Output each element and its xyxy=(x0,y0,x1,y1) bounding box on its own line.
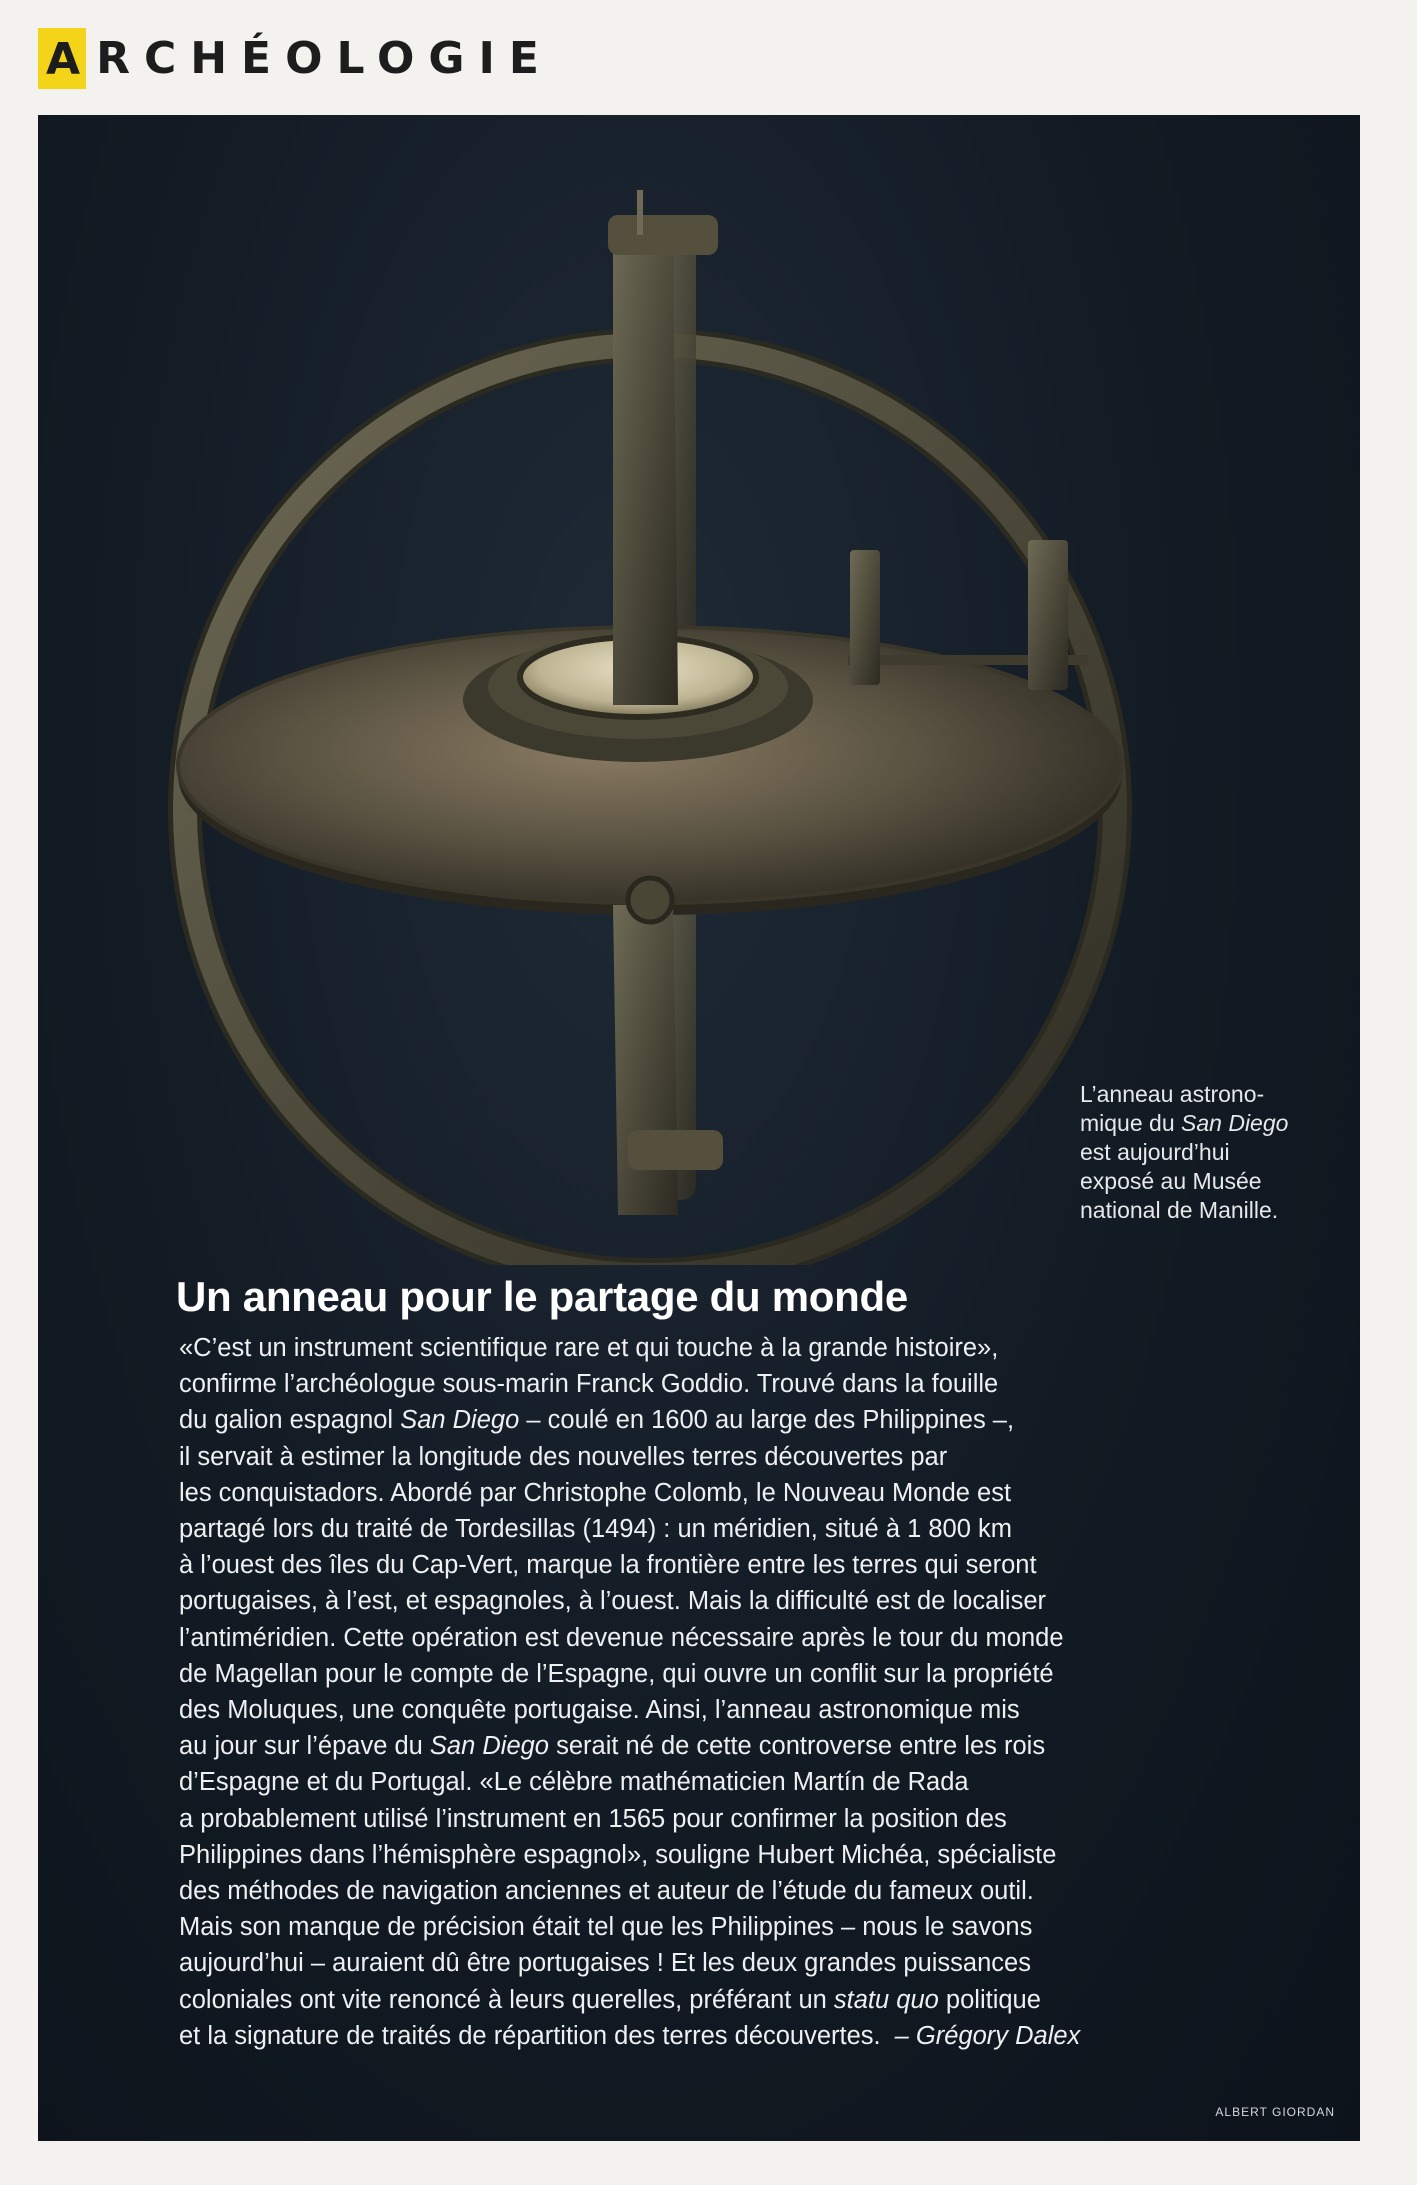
body-line: partagé lors du traité de Tordesillas (1494) : un méridien, situé à 1 800 km xyxy=(179,1515,1012,1544)
body-line: au jour sur l’épave du San Diego serait né de cette controverse entre les rois xyxy=(179,1732,1046,1761)
caption-line: national de Manille. xyxy=(1080,1197,1279,1223)
section-initial-highlight: A xyxy=(38,28,86,89)
photo-panel xyxy=(38,115,1360,2141)
body-line: des Moluques, une conquête portugaise. Ainsi, l’anneau astronomique mis xyxy=(179,1696,1020,1725)
caption-line: exposé au Musée xyxy=(1080,1168,1262,1194)
body-line: Mais son manque de précision était tel que les Philippines – nous le savons xyxy=(179,1913,1033,1942)
section-title: RCHÉOLOGIE xyxy=(96,33,553,84)
caption-ship-name: San Diego xyxy=(1181,1110,1289,1136)
caption-line: L’anneau astrono- xyxy=(1080,1081,1265,1107)
section-header xyxy=(38,28,553,89)
body-line: d’Espagne et du Portugal. «Le célèbre mathématicien Martín de Rada xyxy=(179,1768,969,1797)
body-line: Philippines dans l’hémisphère espagnol», souligne Hubert Michéa, spécialiste xyxy=(179,1840,1057,1869)
ship-name: San Diego xyxy=(429,1732,549,1761)
body-line: «C’est un instrument scientifique rare et qui touche à la grande histoire», xyxy=(179,1334,999,1362)
body-line: les conquistadors. Abordé par Christophe Colomb, le Nouveau Monde est xyxy=(179,1478,1012,1507)
latin-phrase: statu quo xyxy=(833,1985,939,2014)
body-line: il servait à estimer la longitude des nouvelles terres découvertes par xyxy=(179,1442,948,1471)
body-line: a probablement utilisé l’instrument en 1565 pour confirmer la position des xyxy=(179,1804,1007,1833)
caption-line: mique du xyxy=(1080,1110,1182,1136)
body-line: et la signature de traités de répartition des terres découvertes. – Grégory Dalex xyxy=(179,2021,1081,2050)
body-line: confirme l’archéologue sous-marin Franck Goddio. Trouvé dans la fouille xyxy=(179,1370,999,1399)
body-line: de Magellan pour le compte de l’Espagne, qui ouvre un conflit sur la propriété xyxy=(179,1659,1054,1688)
body-line: aujourd’hui – auraient dû être portugaises ! Et les deux grandes puissances xyxy=(179,1949,1031,1978)
photo-credit: ALBERT GIORDAN xyxy=(1215,2105,1335,2119)
body-line: du galion espagnol San Diego – coulé en 1600 au large des Philippines –, xyxy=(179,1406,1015,1435)
body-line: l’antiméridien. Cette opération est devenue nécessaire après le tour du monde xyxy=(179,1623,1064,1652)
ship-name: San Diego xyxy=(400,1406,520,1435)
body-line: portugaises, à l’est, et espagnoles, à l’ouest. Mais la difficulté est de localiser xyxy=(179,1587,1046,1616)
article-body xyxy=(179,1330,1249,2054)
photo-caption xyxy=(1080,1080,1325,1225)
body-line: des méthodes de navigation anciennes et auteur de l’étude du fameux outil. xyxy=(179,1877,1034,1906)
author-byline: – Grégory Dalex xyxy=(894,2021,1081,2050)
caption-line: est aujourd’hui xyxy=(1080,1139,1230,1165)
body-line: à l’ouest des îles du Cap-Vert, marque la frontière entre les terres qui seront xyxy=(179,1551,1037,1580)
article-headline: Un anneau pour le partage du monde xyxy=(176,1273,908,1320)
body-line: coloniales ont vite renoncé à leurs querelles, préférant un statu quo politique xyxy=(179,1985,1041,2014)
